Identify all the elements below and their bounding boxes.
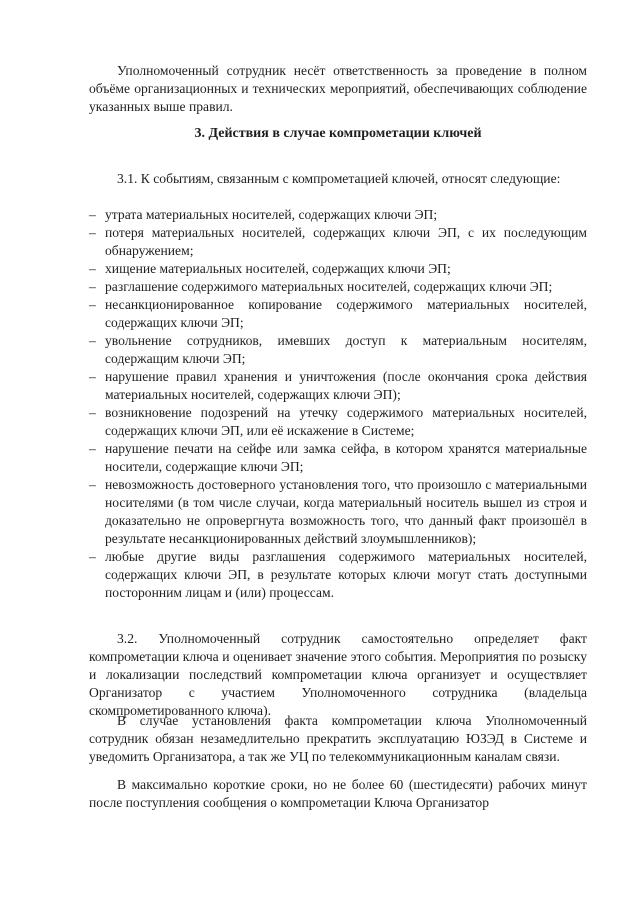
list-dash: –	[89, 441, 96, 456]
intro-paragraph	[89, 62, 587, 116]
paragraph-compromise-case-text: В случае установления факта компрометации ключа Уполномоченный сотрудник обязан незамедлительно прекратить эксплуатацию ЮЗЭД в Системе и уведомить Организатора, а так же УЦ по телекоммуникационным каналам связи.	[89, 713, 587, 764]
compromise-events-list	[89, 206, 587, 602]
intro-text: Уполномоченный сотрудник несёт ответственность за проведение в полном объёме организационных и технических мероприятий, обеспечивающих соблюдение указанных выше правил.	[89, 63, 587, 114]
paragraph-3-2-text: 3.2. Уполномоченный сотрудник самостоятельно определяет факт компрометации ключа и оценивает значение этого события. Мероприятия по розыску и локализации последствий компрометации ключа организует и осуществляет Организатор с участием Уполномоченного сотрудника (владельца скомпрометированного ключа).	[89, 631, 587, 718]
paragraph-3-2	[89, 630, 587, 720]
list-dash: –	[89, 225, 96, 240]
paragraph-deadline	[89, 776, 587, 812]
list-item: – любые другие виды разглашения содержимого материальных носителей, содержащих ключи ЭП, в результате которых ключи могут стать доступными посторонним лицам и (или) процессам.	[89, 549, 587, 600]
paragraph-deadline-text: В максимально короткие сроки, но не более 60 (шестидесяти) рабочих минут после поступления сообщения о компрометации Ключа Организатор	[89, 777, 587, 810]
list-dash: –	[89, 297, 96, 312]
list-dash: –	[89, 549, 96, 564]
list-item: – невозможность достоверного установления того, что произошло с материальными носителями (в том числе случаи, когда материальный носитель вышел из строя и доказательно не опровергнута возможность того, что данный факт произошёл в результате несанкционированных действий злоумышленников);	[89, 477, 587, 546]
list-dash: –	[89, 405, 96, 420]
list-item: – нарушение печати на сейфе или замка сейфа, в котором хранятся материальные носители, содержащие ключи ЭП;	[89, 441, 587, 474]
paragraph-3-1-text: 3.1. К событиям, связанным с компрометацией ключей, относят следующие:	[117, 171, 561, 186]
list-item: – нарушение правил хранения и уничтожения (после окончания срока действия материальных носителей, содержащих ключи ЭП);	[89, 369, 587, 402]
list-dash: –	[89, 261, 96, 276]
list-dash: –	[89, 207, 96, 222]
list-item: – возникновение подозрений на утечку содержимого материальных носителей, содержащих ключи ЭП, или её искажение в Системе;	[89, 405, 587, 438]
list-item: – потеря материальных носителей, содержащих ключи ЭП, с их последующим обнаружением;	[89, 225, 587, 258]
list-item: – хищение материальных носителей, содержащих ключи ЭП;	[89, 261, 451, 276]
list-dash: –	[89, 369, 96, 384]
list-item: – увольнение сотрудников, имевших доступ к материальным носителям, содержащим ключи ЭП;	[89, 333, 587, 366]
list-item: – разглашение содержимого материальных носителей, содержащих ключи ЭП;	[89, 279, 553, 294]
section-heading: 3. Действия в случае компрометации ключей	[194, 126, 482, 141]
list-dash: –	[89, 279, 96, 294]
list-item: – утрата материальных носителей, содержащих ключи ЭП;	[89, 207, 438, 222]
list-dash: –	[89, 477, 96, 492]
paragraph-3-1	[89, 170, 587, 188]
paragraph-compromise-case	[89, 712, 587, 766]
list-item: – несанкционированное копирование содержимого материальных носителей, содержащих ключи ЭП;	[89, 297, 587, 330]
list-dash: –	[89, 333, 96, 348]
